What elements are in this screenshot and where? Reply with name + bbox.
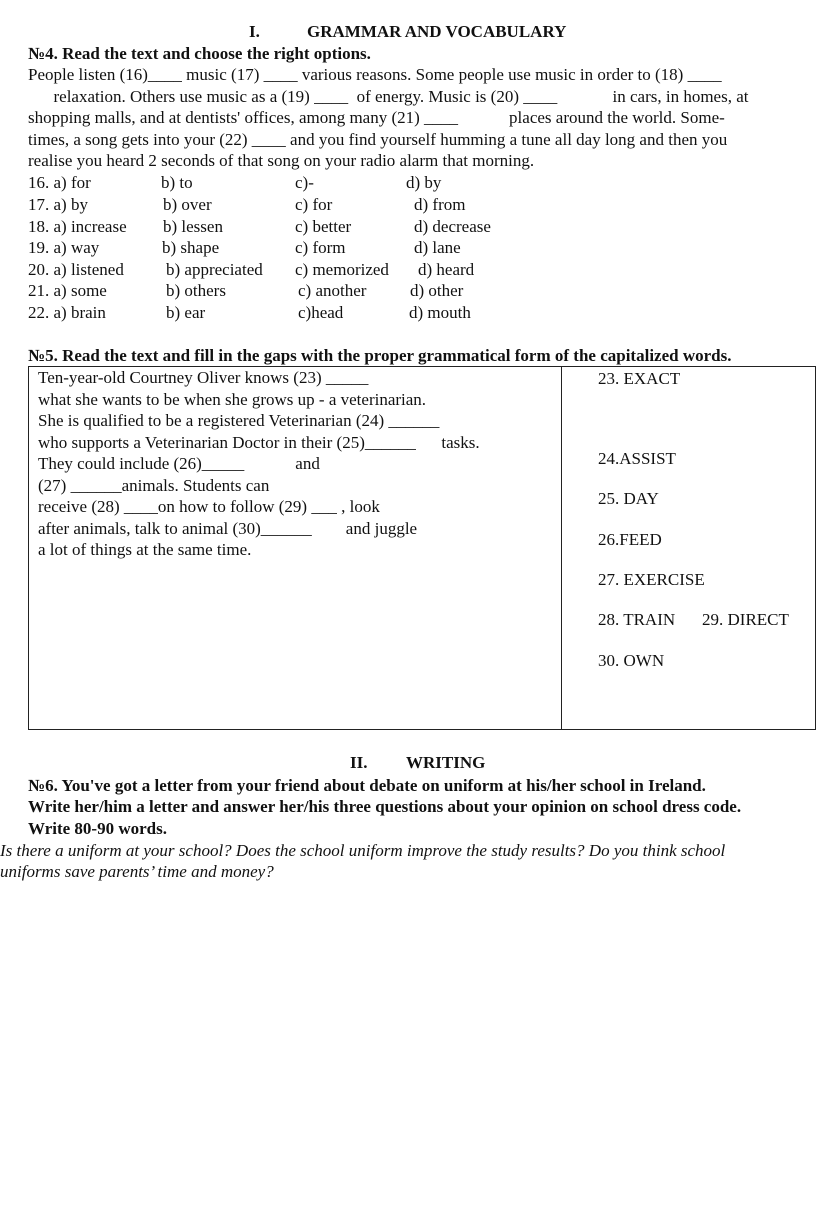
section-1-numeral: I. <box>249 22 260 41</box>
option-b: b) ear <box>166 303 206 322</box>
task-6-question: uniforms save parents’ time and money? <box>0 862 274 881</box>
option-a: 20. a) listened <box>28 260 124 279</box>
option-a: 21. a) some <box>28 281 107 300</box>
option-c: c) memorized <box>295 260 389 279</box>
task-5-line: receive (28) ____on how to follow (29) ___ , look <box>38 497 380 516</box>
option-d: d) lane <box>414 238 461 257</box>
keyword-27: 27. EXERCISE <box>598 570 705 589</box>
section-2-numeral: II. <box>350 753 368 772</box>
keyword-28: 28. TRAIN <box>598 610 676 629</box>
option-d: d) other <box>410 281 464 300</box>
task-4-line: realise you heard 2 seconds of that song on your radio alarm that morning. <box>28 151 535 171</box>
keyword-24: 24.ASSIST <box>598 449 676 468</box>
task-5-line: They could include (26)_____ and <box>38 454 320 473</box>
option-b: b) over <box>163 195 212 214</box>
option-d: d) from <box>414 195 466 214</box>
option-d: d) mouth <box>409 303 471 322</box>
option-a: 16. a) for <box>28 173 91 192</box>
option-d: d) by <box>406 173 442 192</box>
option-a: 17. a) by <box>28 195 88 214</box>
task-5-line: what she wants to be when she grows up - a veterinarian. <box>38 390 427 409</box>
task-5-heading: №5. Read the text and fill in the gaps with the proper grammatical form of the capitalized words. <box>28 346 732 365</box>
keyword-25: 25. DAY <box>598 489 659 508</box>
task-4-line: shopping malls, and at dentists' offices, among many (21) ____ places around the world. Some- <box>28 108 725 128</box>
task-4-heading: №4. Read the text and choose the right options. <box>28 44 371 63</box>
task-5-line: Ten-year-old Courtney Oliver knows (23) _____ <box>38 368 369 387</box>
section-2-title: WRITING <box>406 753 486 772</box>
option-c: c)- <box>295 173 314 192</box>
option-c: c) another <box>298 281 367 300</box>
section-2-heading <box>350 752 485 774</box>
keyword-30: 30. OWN <box>598 651 665 670</box>
option-d: d) heard <box>418 260 475 279</box>
option-c: c) form <box>295 238 346 257</box>
task-5-line: after animals, talk to animal (30)______ and juggle <box>38 519 418 538</box>
task-5-line: who supports a Veterinarian Doctor in their (25)______ tasks. <box>38 433 480 452</box>
table-divider <box>561 366 562 730</box>
task-4-line: relaxation. Others use music as a (19) ____ of energy. Music is (20) ____ in cars, in homes, at <box>28 86 749 106</box>
option-c: c)head <box>298 303 344 322</box>
option-b: b) to <box>161 173 193 192</box>
task-4-line: times, a song gets into your (22) ____ and you find yourself humming a tune all day long and then you <box>28 129 728 149</box>
task-6-question: Is there a uniform at your school? Does the school uniform improve the study results? Do you think school <box>0 841 726 860</box>
task-4-line: People listen (16)____ music (17) ____ various reasons. Some people use music in order to (18) ____ <box>28 65 722 84</box>
task-6-line: Write her/him a letter and answer her/his three questions about your opinion on school dress code. <box>28 797 742 816</box>
keyword-26: 26.FEED <box>598 530 662 549</box>
task-4-text <box>28 64 814 172</box>
option-d: d) decrease <box>414 217 491 236</box>
option-a: 18. a) increase <box>28 217 127 236</box>
task-5-line: a lot of things at the same time. <box>38 540 252 559</box>
task-5-line: She is qualified to be a registered Veterinarian (24) ______ <box>38 411 440 430</box>
option-b: b) others <box>166 281 226 300</box>
section-1-title: GRAMMAR AND VOCABULARY <box>307 22 567 41</box>
option-b: b) lessen <box>163 217 223 236</box>
section-1-heading <box>249 21 566 43</box>
option-a: 22. a) brain <box>28 303 106 322</box>
keyword-23: 23. EXACT <box>598 369 681 388</box>
task-6-line: Write 80-90 words. <box>28 819 167 838</box>
option-c: c) for <box>295 195 333 214</box>
option-c: c) better <box>295 217 352 236</box>
option-a: 19. a) way <box>28 238 100 257</box>
keyword-29: 29. DIRECT <box>702 610 789 629</box>
task-6-line: №6. You've got a letter from your friend about debate on uniform at his/her school in Ireland. <box>28 776 706 795</box>
task-5-line: (27) ______animals. Students can <box>38 476 270 495</box>
option-b: b) shape <box>162 238 220 257</box>
option-b: b) appreciated <box>166 260 263 279</box>
